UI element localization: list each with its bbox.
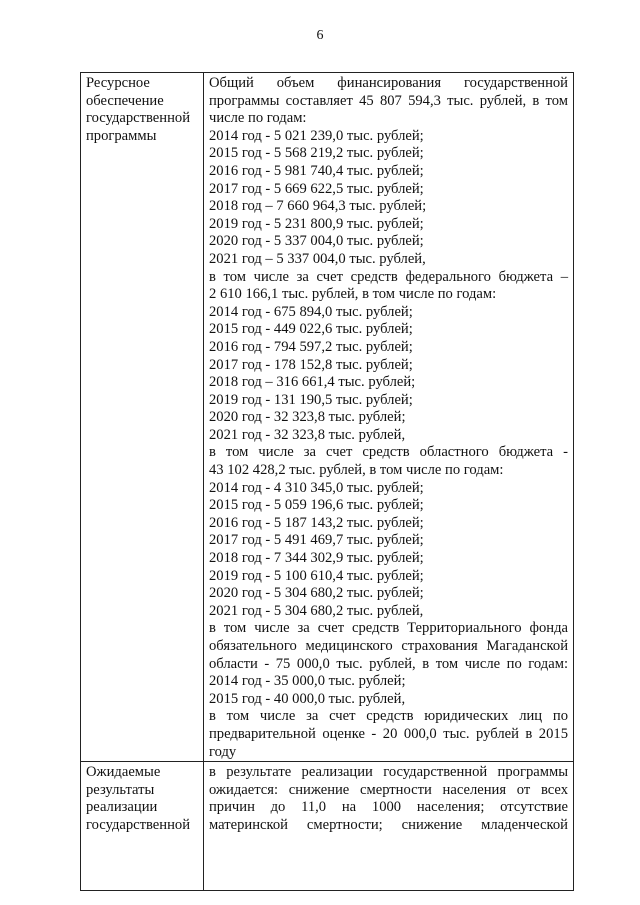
row-value-cell bbox=[204, 762, 574, 891]
text-line: 2015 год - 5 568 219,2 тыс. рублей; bbox=[209, 145, 424, 162]
table-row bbox=[81, 762, 574, 891]
label-line: программы bbox=[86, 127, 157, 144]
text-line: 2020 год - 5 304 680,2 тыс. рублей; bbox=[209, 585, 424, 602]
text-line: 2015 год - 449 022,6 тыс. рублей; bbox=[209, 321, 413, 338]
text-line: в том числе за счет средств юридических лиц по bbox=[209, 708, 568, 725]
text-line: 43 102 428,2 тыс. рублей, в том числе по годам: bbox=[209, 462, 504, 479]
text-line: 2017 год - 178 152,8 тыс. рублей; bbox=[209, 356, 413, 373]
text-line: 2021 год – 5 337 004,0 тыс. рублей, bbox=[209, 250, 426, 267]
text-line: 2018 год – 316 661,4 тыс. рублей; bbox=[209, 374, 416, 391]
text-line: в том числе за счет средств Территориального фонда bbox=[209, 620, 568, 637]
text-line: 2019 год - 5 231 800,9 тыс. рублей; bbox=[209, 215, 424, 232]
text-line: в результате реализации государственной программы bbox=[209, 764, 568, 781]
text-line: 2014 год - 5 021 239,0 тыс. рублей; bbox=[209, 127, 424, 144]
text-line: 2016 год - 5 187 143,2 тыс. рублей; bbox=[209, 514, 424, 531]
text-line: 2015 год - 40 000,0 тыс. рублей, bbox=[209, 690, 406, 707]
text-line: 2 610 166,1 тыс. рублей, в том числе по годам: bbox=[209, 286, 497, 303]
text-line: материнской смертности; снижение младенческой bbox=[209, 816, 568, 833]
text-line: 2020 год - 32 323,8 тыс. рублей; bbox=[209, 409, 406, 426]
text-line: 2014 год - 4 310 345,0 тыс. рублей; bbox=[209, 479, 424, 496]
text-line: ожидается: снижение смертности населения от всех bbox=[209, 781, 568, 798]
text-line: 2014 год - 35 000,0 тыс. рублей; bbox=[209, 673, 406, 690]
text-line: 2017 год - 5 669 622,5 тыс. рублей; bbox=[209, 180, 424, 197]
text-line: области - 75 000,0 тыс. рублей, в том числе по годам: bbox=[209, 655, 568, 672]
row-value-cell bbox=[204, 73, 574, 762]
label-line: государственной bbox=[86, 110, 191, 127]
text-line: 2018 год - 7 344 302,9 тыс. рублей; bbox=[209, 550, 424, 567]
text-line: в том числе за счет средств федерального бюджета – bbox=[209, 268, 568, 285]
text-line: году bbox=[209, 743, 237, 760]
text-line: 2018 год – 7 660 964,3 тыс. рублей; bbox=[209, 198, 427, 215]
text-line: в том числе за счет средств областного бюджета - bbox=[209, 444, 568, 461]
text-line: 2016 год - 5 981 740,4 тыс. рублей; bbox=[209, 162, 424, 179]
text-line: Общий объем финансирования государственной bbox=[209, 75, 568, 91]
text-line: 2020 год - 5 337 004,0 тыс. рублей; bbox=[209, 233, 424, 250]
text-line: 2016 год - 794 597,2 тыс. рублей; bbox=[209, 338, 413, 355]
text-line: 2017 год - 5 491 469,7 тыс. рублей; bbox=[209, 532, 424, 549]
program-passport-table bbox=[80, 72, 574, 891]
row-label-cell bbox=[81, 73, 204, 762]
label-line: Ресурсное bbox=[86, 75, 150, 91]
text-line: 2015 год - 5 059 196,6 тыс. рублей; bbox=[209, 497, 424, 514]
page-number: 6 bbox=[316, 28, 324, 43]
label-line: результаты bbox=[86, 781, 155, 798]
row-label-cell bbox=[81, 762, 204, 891]
text-line: обязательного медицинского страхования Магаданской bbox=[209, 638, 568, 654]
text-line: 2019 год - 131 190,5 тыс. рублей; bbox=[209, 391, 413, 408]
text-line: предварительной оценке - 20 000,0 тыс. рублей в 2015 bbox=[209, 725, 568, 742]
table-row bbox=[81, 73, 574, 762]
text-line: программы составляет 45 807 594,3 тыс. рублей, в том bbox=[209, 92, 568, 109]
text-line: 2021 год - 32 323,8 тыс. рублей, bbox=[209, 426, 406, 443]
text-line: 2014 год - 675 894,0 тыс. рублей; bbox=[209, 303, 413, 320]
text-line: 2019 год - 5 100 610,4 тыс. рублей; bbox=[209, 567, 424, 584]
label-line: реализации bbox=[86, 799, 158, 816]
text-line: 2021 год - 5 304 680,2 тыс. рублей, bbox=[209, 602, 424, 619]
text-line: числе по годам: bbox=[209, 110, 307, 127]
label-line: обеспечение bbox=[86, 92, 164, 109]
text-line: причин до 11,0 на 1000 населения; отсутствие bbox=[209, 799, 568, 816]
label-line: Ожидаемые bbox=[86, 764, 161, 781]
label-line: государственной bbox=[86, 816, 191, 833]
